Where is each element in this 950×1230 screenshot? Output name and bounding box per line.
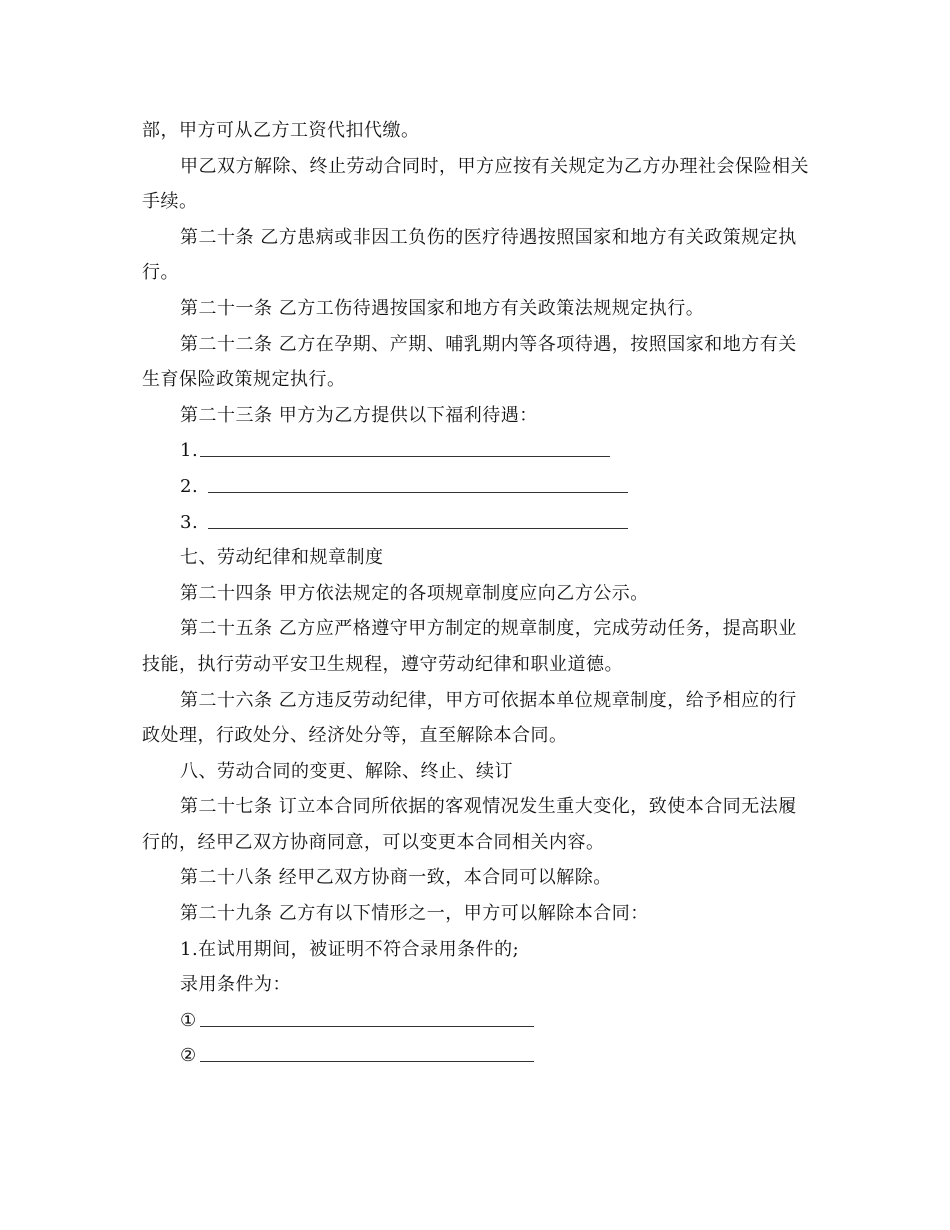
blank-label: ①	[180, 1009, 197, 1031]
paragraph: 部，甲方可从乙方工资代扣代缴。	[142, 120, 420, 141]
article-28: 第二十八条 经甲乙双方协商一致，本合同可以解除。	[180, 867, 612, 889]
condition-blank-2	[142, 1038, 812, 1074]
fill-in-underline	[200, 1061, 534, 1062]
paragraph: 录用条件为：	[180, 974, 291, 996]
article-23: 第二十三条 甲方为乙方提供以下福利待遇：	[180, 404, 538, 426]
blank-label: 3.	[180, 511, 199, 533]
condition-blank-1	[142, 1003, 812, 1039]
article-22: 第二十二条 乙方在孕期、产期、哺乳期内等各项待遇，按照国家和地方有关生育保险政策规定执行。	[142, 333, 797, 391]
fill-in-underline	[208, 492, 628, 493]
benefit-blank-1	[142, 433, 812, 469]
section-heading-7: 七、劳动纪律和规章制度	[180, 547, 384, 569]
paragraph: 甲乙双方解除、终止劳动合同时，甲方应按有关规定为乙方办理社会保险相关手续。	[142, 155, 809, 213]
document-body	[142, 113, 812, 1074]
fill-in-underline	[208, 528, 628, 529]
fill-in-underline	[200, 456, 610, 457]
article-20: 第二十条 乙方患病或非因工负伤的医疗待遇按照国家和地方有关政策规定执行。	[142, 226, 797, 284]
article-26: 第二十六条 乙方违反劳动纪律，甲方可依据本单位规章制度，给予相应的行政处理，行政处分、经济处分等，直至解除本合同。	[142, 689, 797, 747]
article-27: 第二十七条 订立本合同所依据的客观情况发生重大变化，致使本合同无法履行的，经甲乙双方协商同意，可以变更本合同相关内容。	[142, 796, 797, 853]
blank-label: 2.	[180, 475, 199, 497]
article-25: 第二十五条 乙方应严格遵守甲方制定的规章制度，完成劳动任务，提高职业技能，执行劳动平安卫生规程，遵守劳动纪律和职业道德。	[142, 618, 797, 675]
article-24: 第二十四条 甲方依法规定的各项规章制度应向乙方公示。	[180, 582, 649, 604]
blank-label: 1.	[180, 440, 199, 462]
article-21: 第二十一条 乙方工伤待遇按国家和地方有关政策法规规定执行。	[180, 297, 705, 319]
benefit-blank-3	[142, 505, 812, 541]
blank-label: ②	[180, 1045, 197, 1067]
article-29: 第二十九条 乙方有以下情形之一，甲方可以解除本合同：	[180, 903, 649, 925]
benefit-blank-2	[142, 469, 812, 505]
section-heading-8: 八、劳动合同的变更、解除、终止、续订	[180, 760, 513, 782]
list-item: 1.在试用期间，被证明不符合录用条件的;	[180, 938, 520, 960]
fill-in-underline	[200, 1026, 534, 1027]
